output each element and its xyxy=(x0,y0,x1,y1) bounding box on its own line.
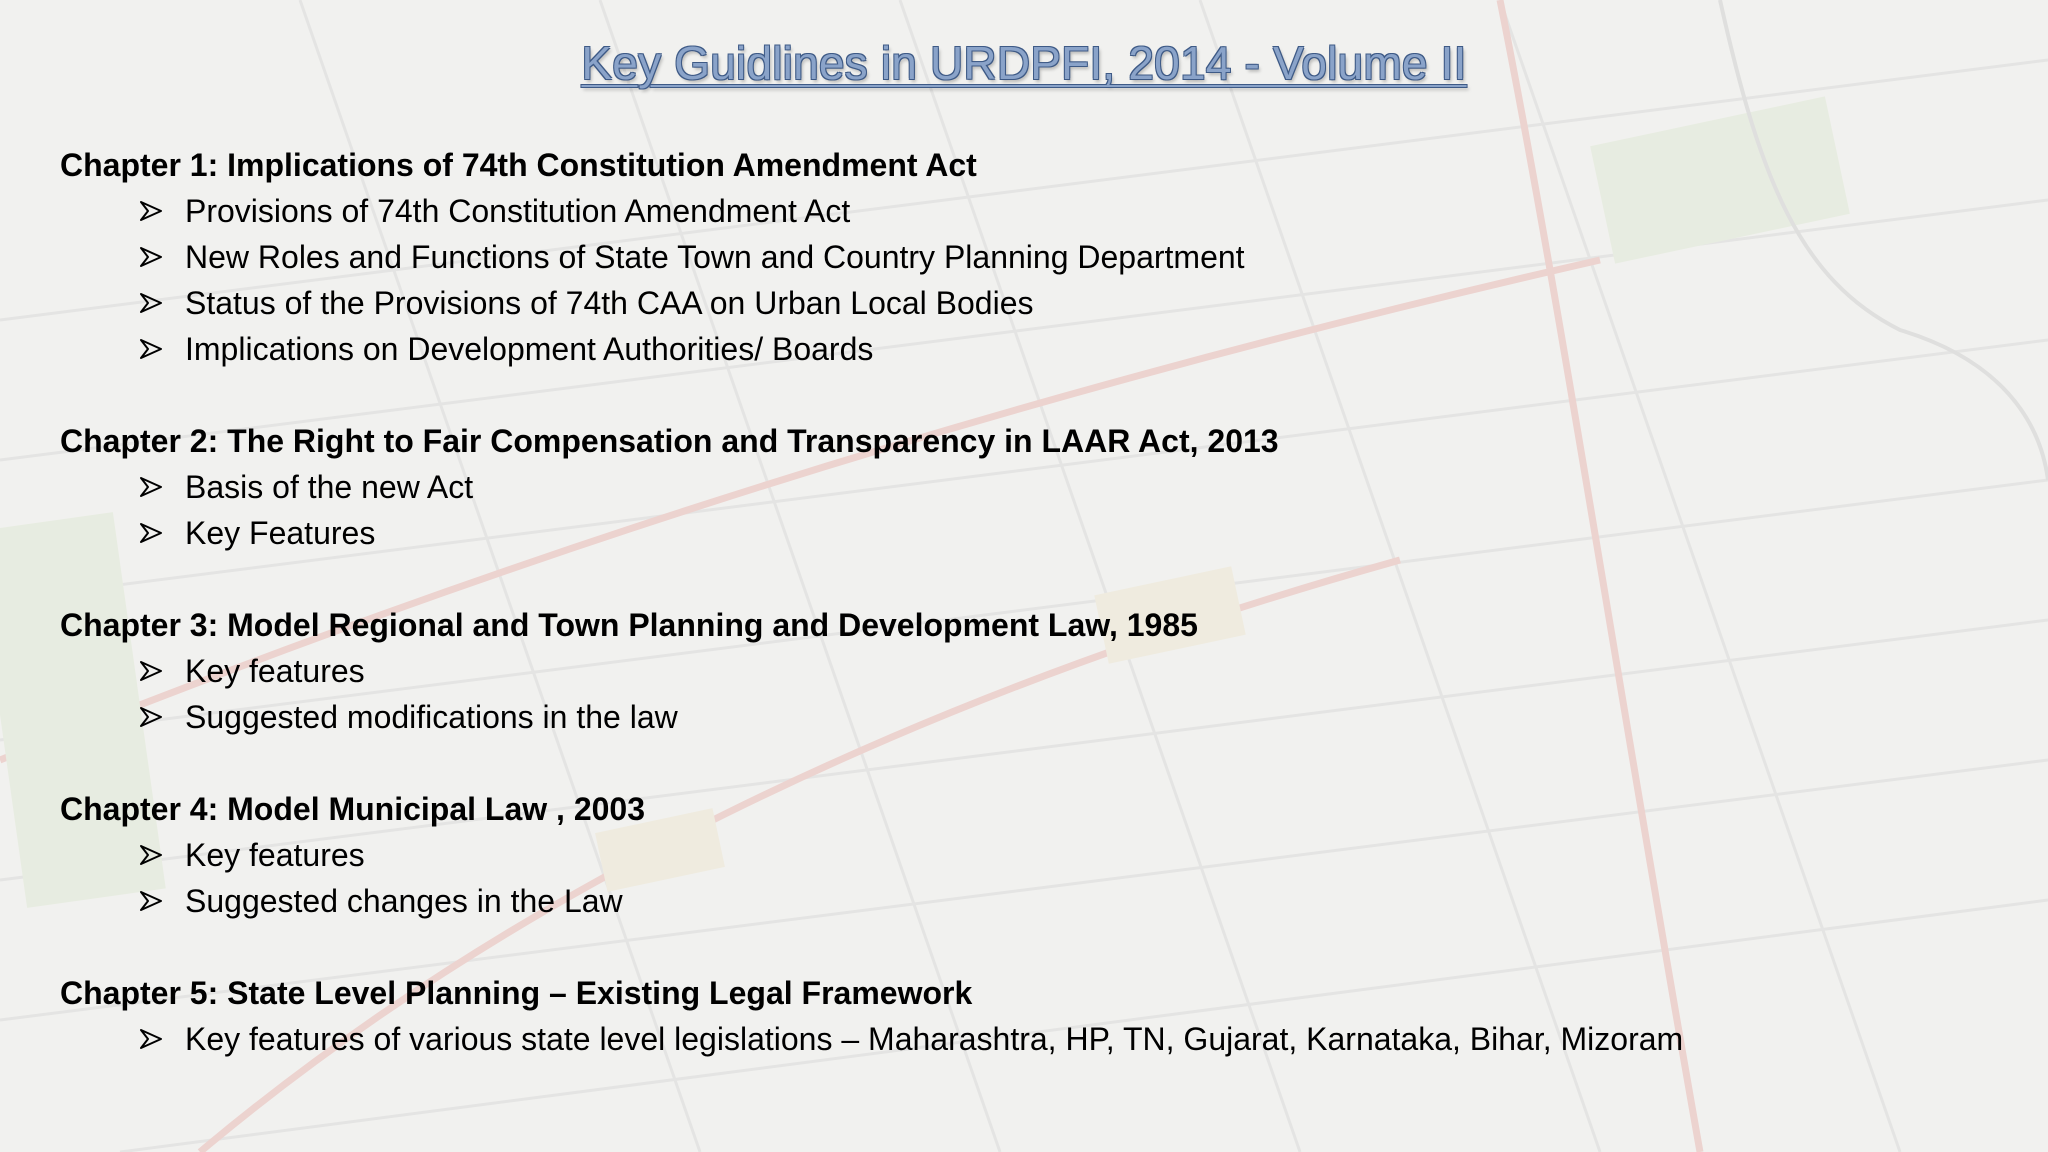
list-item xyxy=(140,280,2020,326)
chapter-heading: Chapter 1: Implications of 74th Constitution Amendment Act xyxy=(60,147,977,183)
chapter-heading: Chapter 2: The Right to Fair Compensation and Transparency in LAAR Act, 2013 xyxy=(60,423,1279,459)
arrowhead-bullet-icon xyxy=(140,1029,162,1049)
chapter-1 xyxy=(60,142,2020,372)
list-item-text: New Roles and Functions of State Town and Country Planning Department xyxy=(185,239,1245,275)
arrowhead-bullet-icon xyxy=(140,707,162,727)
list-item-text: Status of the Provisions of 74th CAA on Urban Local Bodies xyxy=(185,285,1034,321)
chapter-2 xyxy=(60,418,2020,556)
list-item xyxy=(140,694,2020,740)
arrowhead-bullet-icon xyxy=(140,247,162,267)
list-item xyxy=(140,832,2020,878)
arrowhead-bullet-icon xyxy=(140,661,162,681)
list-item xyxy=(140,878,2020,924)
chapter-bullets xyxy=(60,188,2020,372)
chapter-bullets xyxy=(60,648,2020,740)
chapter-bullets xyxy=(60,1016,2020,1062)
list-item-text: Key features xyxy=(185,837,365,873)
arrowhead-bullet-icon xyxy=(140,523,162,543)
chapter-heading: Chapter 3: Model Regional and Town Planning and Development Law, 1985 xyxy=(60,607,1198,643)
chapter-bullets xyxy=(60,464,2020,556)
chapter-5 xyxy=(60,970,2020,1062)
list-item xyxy=(140,188,2020,234)
list-item-text: Key Features xyxy=(185,515,376,551)
chapter-heading: Chapter 4: Model Municipal Law , 2003 xyxy=(60,791,646,827)
slide-title: Key Guidlines in URDPFI, 2014 - Volume II xyxy=(581,37,1467,89)
list-item xyxy=(140,234,2020,280)
chapter-list xyxy=(60,142,2020,1108)
list-item xyxy=(140,326,2020,372)
arrowhead-bullet-icon xyxy=(140,293,162,313)
list-item-text: Key features of various state level legislations – Maharashtra, HP, TN, Gujarat, Karnataka, Bihar, Mizoram xyxy=(185,1021,1684,1057)
list-item-text: Key features xyxy=(185,653,365,689)
arrowhead-bullet-icon xyxy=(140,891,162,911)
list-item-text: Basis of the new Act xyxy=(185,469,474,505)
list-item xyxy=(140,648,2020,694)
arrowhead-bullet-icon xyxy=(140,201,162,221)
list-item-text: Provisions of 74th Constitution Amendment Act xyxy=(185,193,851,229)
chapter-bullets xyxy=(60,832,2020,924)
list-item-text: Suggested changes in the Law xyxy=(185,883,623,919)
list-item xyxy=(140,510,2020,556)
list-item xyxy=(140,464,2020,510)
list-item xyxy=(140,1016,2020,1062)
chapter-3 xyxy=(60,602,2020,740)
list-item-text: Implications on Development Authorities/ Boards xyxy=(185,331,874,367)
list-item-text: Suggested modifications in the law xyxy=(185,699,678,735)
arrowhead-bullet-icon xyxy=(140,845,162,865)
chapter-heading: Chapter 5: State Level Planning – Existing Legal Framework xyxy=(60,975,973,1011)
arrowhead-bullet-icon xyxy=(140,477,162,497)
chapter-4 xyxy=(60,786,2020,924)
arrowhead-bullet-icon xyxy=(140,339,162,359)
